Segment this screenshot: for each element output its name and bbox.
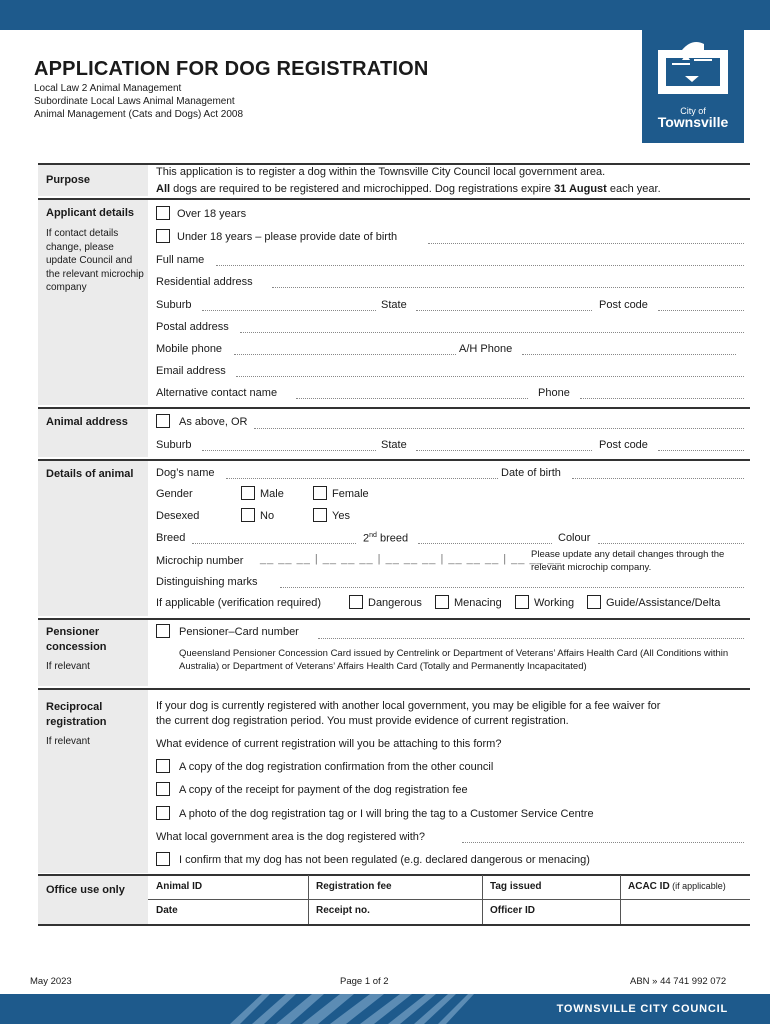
officer-id-cell[interactable]: Officer ID	[490, 905, 536, 916]
alt-contact-label: Alternative contact name	[156, 387, 278, 399]
second-breed-label	[363, 532, 408, 545]
table-col-divider	[620, 875, 621, 924]
dog-dob-field[interactable]	[572, 478, 744, 479]
under-18-label: Under 18 years – please provide date of birth	[177, 231, 398, 243]
details-label-cell	[38, 461, 148, 616]
office-label: Office use only	[46, 884, 125, 896]
logo-town-text: Townsville	[657, 114, 729, 130]
acac-id-cell[interactable]	[628, 881, 726, 892]
second-breed-num: 2	[363, 532, 370, 545]
microchip-note: Please update any detail changes through the relevant microchip company.	[531, 549, 725, 573]
second-breed-field[interactable]	[418, 543, 552, 544]
pensioner-card-label: Pensioner–Card number	[179, 626, 299, 638]
desexed-yes-label: Yes	[332, 510, 350, 522]
animal-postcode-label: Post code	[599, 439, 648, 451]
over-18-label: Over 18 years	[177, 208, 247, 220]
state-field[interactable]	[416, 310, 592, 311]
evidence-question: What evidence of current registration will you be attaching to this form?	[156, 738, 502, 750]
full-name-label: Full name	[156, 254, 205, 266]
female-checkbox[interactable]	[313, 486, 327, 500]
postal-field[interactable]	[240, 332, 744, 333]
reciprocal-note: If relevant	[46, 736, 90, 747]
microchip-field[interactable]: __ __ __ | __ __ __ | __ __ __ | __ __ __ | __ __ __	[260, 553, 562, 565]
microchip-label: Microchip number	[156, 555, 244, 567]
postcode-label: Post code	[599, 299, 648, 311]
animal-id-cell[interactable]: Animal ID	[156, 881, 203, 892]
reg-fee-cell[interactable]: Registration fee	[316, 881, 392, 892]
animal-postcode-field[interactable]	[658, 450, 744, 451]
concession-label: concession	[46, 641, 107, 653]
guide-label: Guide/Assistance/Delta	[606, 597, 721, 609]
registration-label: registration	[46, 716, 107, 728]
evidence-receipt-label: A copy of the receipt for payment of the dog registration fee	[179, 784, 468, 796]
date-cell[interactable]: Date	[156, 905, 178, 916]
email-label: Email address	[156, 365, 226, 377]
divider	[38, 618, 750, 620]
desexed-no-label: No	[260, 510, 275, 522]
confirm-checkbox[interactable]	[156, 852, 170, 866]
if-applicable-label: If applicable (verification required)	[156, 597, 322, 609]
subtitle-1: Local Law 2 Animal Management	[34, 83, 182, 94]
pensioner-note: If relevant	[46, 661, 90, 672]
footer-date: May 2023	[30, 976, 72, 987]
receipt-cell[interactable]: Receipt no.	[316, 905, 370, 916]
reciprocal-intro-2: the current dog registration period. You must provide evidence of current registration.	[156, 715, 569, 727]
postcode-field[interactable]	[658, 310, 744, 311]
divider	[38, 924, 750, 926]
top-brand-bar	[0, 0, 770, 30]
desexed-label: Desexed	[156, 510, 200, 522]
pensioner-description: Queensland Pensioner Concession Card issued by Centrelink or Department of Veterans’ Affairs Health Card (All Conditions within Australia) or Department of Veterans’ Affairs Health Card (Totally and Permanently Incapacitated)	[179, 648, 729, 672]
footer-abn: ABN » 44 741 992 072	[630, 976, 727, 987]
townsville-logo	[642, 30, 744, 143]
desexed-yes-checkbox[interactable]	[313, 508, 327, 522]
gender-label: Gender	[156, 488, 193, 500]
purpose-line-1: This application is to register a dog within the Townsville City Council local government area.	[156, 166, 606, 178]
footer-council-name: TOWNSVILLE CITY COUNCIL	[556, 1003, 728, 1015]
divider	[38, 688, 750, 690]
male-label: Male	[260, 488, 284, 500]
table-col-divider	[308, 875, 309, 924]
purpose-text: dogs are required to be registered and microchipped. Dog registrations expire	[170, 183, 555, 195]
male-checkbox[interactable]	[241, 486, 255, 500]
pensioner-card-field[interactable]	[318, 638, 744, 639]
evidence-tag-checkbox[interactable]	[156, 806, 170, 820]
evidence-tag-label: A photo of the dog registration tag or I will bring the tag to a Customer Service Centre	[179, 808, 594, 820]
divider	[38, 407, 750, 409]
reciprocal-label: Reciprocal	[46, 701, 103, 713]
applicant-label: Applicant details	[46, 207, 135, 219]
lga-question: What local government area is the dog registered with?	[156, 831, 426, 843]
dogs-name-field[interactable]	[226, 478, 498, 479]
colour-field[interactable]	[598, 543, 744, 544]
table-divider	[148, 899, 750, 900]
breed-label: Breed	[156, 532, 186, 544]
evidence-confirmation-checkbox[interactable]	[156, 759, 170, 773]
postal-label: Postal address	[156, 321, 229, 333]
ah-phone-label: A/H Phone	[459, 343, 513, 355]
evidence-confirmation-label: A copy of the dog registration confirmation from the other council	[179, 761, 494, 773]
suburb-label: Suburb	[156, 299, 192, 311]
residential-label: Residential address	[156, 276, 253, 288]
details-label: Details of animal	[46, 468, 134, 480]
dangerous-label: Dangerous	[368, 597, 422, 609]
dob-field[interactable]	[428, 243, 744, 244]
menacing-label: Menacing	[454, 597, 502, 609]
working-checkbox[interactable]	[515, 595, 529, 609]
alt-contact-field[interactable]	[296, 398, 528, 399]
mobile-field[interactable]	[234, 354, 456, 355]
working-label: Working	[534, 597, 575, 609]
email-field[interactable]	[236, 376, 744, 377]
ah-phone-field[interactable]	[522, 354, 736, 355]
menacing-checkbox[interactable]	[435, 595, 449, 609]
tag-issued-cell[interactable]: Tag issued	[490, 881, 542, 892]
dangerous-checkbox[interactable]	[349, 595, 363, 609]
confirm-label: I confirm that my dog has not been regulated (e.g. declared dangerous or menacing)	[179, 854, 590, 866]
animal-state-label: State	[381, 439, 407, 451]
dob-label: Date of birth	[501, 467, 561, 479]
reciprocal-intro-1: If your dog is currently registered with another local government, you may be eligible for a fee waiver for	[156, 700, 661, 712]
pensioner-label: Pensioner	[46, 626, 100, 638]
acac-id-label: ACAC ID	[628, 881, 670, 892]
full-name-field[interactable]	[216, 265, 744, 266]
purpose-label: Purpose	[46, 174, 91, 186]
mobile-label: Mobile phone	[156, 343, 223, 355]
divider	[38, 874, 750, 876]
second-breed-text: breed	[376, 532, 409, 545]
divider	[38, 163, 750, 165]
state-label: State	[381, 299, 407, 311]
purpose-date: 31 August	[554, 183, 607, 195]
applicant-note: If contact details change, please update Council and the relevant microchip company	[46, 228, 144, 293]
female-label: Female	[332, 488, 369, 500]
subtitle-2: Subordinate Local Laws Animal Management	[34, 96, 235, 107]
purpose-line-2	[156, 183, 661, 195]
pensioner-checkbox[interactable]	[156, 624, 170, 638]
suburb-field[interactable]	[202, 310, 376, 311]
as-above-checkbox[interactable]	[156, 414, 170, 428]
bottom-brand-band	[0, 994, 770, 1024]
phone-field[interactable]	[580, 398, 744, 399]
form-title: APPLICATION FOR DOG REGISTRATION	[34, 58, 429, 80]
logo-city-text: City of	[680, 106, 706, 116]
marks-field[interactable]	[280, 587, 744, 588]
dogs-name-label: Dog’s name	[156, 467, 215, 479]
animal-address-label: Animal address	[46, 416, 128, 428]
phone-label: Phone	[538, 387, 570, 399]
acac-id-note: (if applicable)	[669, 881, 726, 891]
lga-field[interactable]	[462, 842, 744, 843]
purpose-all: All	[156, 183, 171, 195]
animal-address-field[interactable]	[254, 428, 744, 429]
residential-field[interactable]	[272, 287, 744, 288]
animal-state-field[interactable]	[416, 450, 592, 451]
over-18-checkbox[interactable]	[156, 206, 170, 220]
footer-page: Page 1 of 2	[340, 976, 389, 987]
under-18-checkbox[interactable]	[156, 229, 170, 243]
animal-suburb-field[interactable]	[202, 450, 376, 451]
second-breed-sup: nd	[369, 532, 377, 539]
evidence-receipt-checkbox[interactable]	[156, 782, 170, 796]
desexed-no-checkbox[interactable]	[241, 508, 255, 522]
guide-checkbox[interactable]	[587, 595, 601, 609]
table-col-divider	[482, 875, 483, 924]
as-above-label: As above, OR	[179, 416, 248, 428]
logo-emblem-icon	[642, 30, 744, 110]
divider	[38, 459, 750, 461]
divider	[38, 198, 750, 200]
marks-label: Distinguishing marks	[156, 576, 258, 588]
purpose-end: each year.	[606, 183, 661, 195]
subtitle-3: Animal Management (Cats and Dogs) Act 2008	[34, 109, 243, 120]
colour-label: Colour	[558, 532, 591, 544]
breed-field[interactable]	[192, 543, 356, 544]
animal-suburb-label: Suburb	[156, 439, 192, 451]
